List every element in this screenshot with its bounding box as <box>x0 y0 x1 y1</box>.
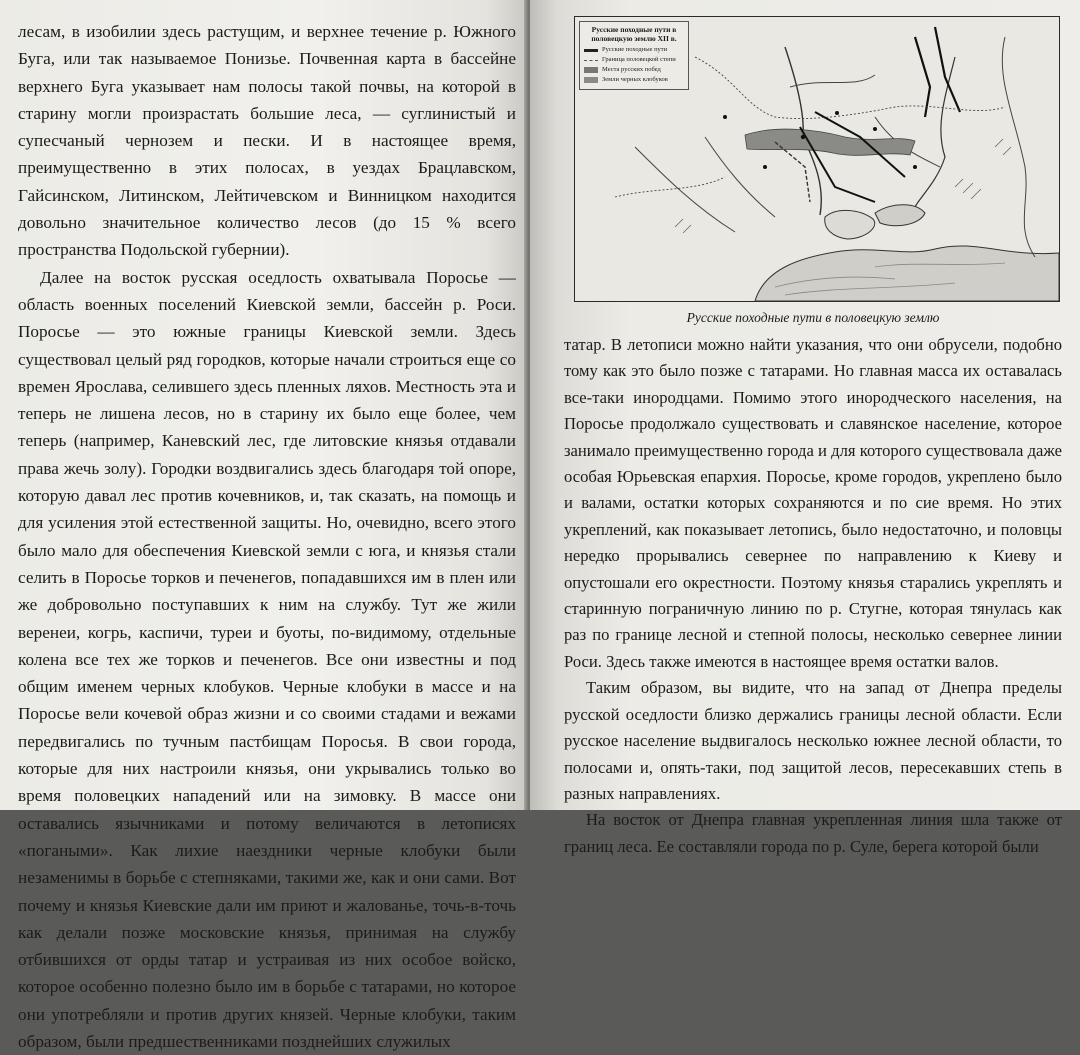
azov-sea <box>875 205 925 226</box>
left-page-text <box>18 18 516 1055</box>
border-line <box>695 57 1005 119</box>
right-paragraph-2: Таким образом, вы видите, что на запад от Днепра пределы русской оседлости близко держались границы лесной области. Если русское население выдвигалось несколько южнее лесной области, то полосами и, опять-таки, под защитой лесов, пересекавших степь в разных направлениях. <box>564 678 1062 803</box>
legend-label: Земли черных клобуков <box>602 76 668 83</box>
river-volga <box>1002 37 1035 257</box>
crimea <box>825 210 875 239</box>
legend-swatch-border <box>584 60 598 61</box>
border-line-2 <box>615 177 725 197</box>
river-desna <box>790 75 875 87</box>
legend-swatch-lands <box>584 77 598 83</box>
left-paragraph-2: Далее на восток русская оседлость охватывала Поросье — область военных поселений Киевской земли, бассейн р. Роси. Поросье — это южные границы Киевской земли. Здесь существовал целый ряд городков, которые начали строиться еще со времен Ярослава, селившего здесь пленных ляхов. Местность эта и теперь не лишена лесов, но в старину их было еще более, чем теперь (например, Каневский лес, где литовские князья отдавали права жечь золу). Городки воздвигались здесь благодаря той опоре, которую давал лес против кочевников, и, так сказать, на помощь и для усиления этой естественной защиты. Но, очевидно, всего этого было мало для обеспечения Киевской земли с юга, и князья стали селить в Поросье торков и печенегов, попадавшихся им в плен или же добровольно поступавших к ним на службу. Тут же жили веренеи, когрь, каспичи, туреи и буоты, по-видимому, отдельные колена все тех же торков и печенегов. Все они известны и под общим именем черных клобуков. Черные клобуки в массе и на Поросье вели кочевой образ жизни и со своими стадами и вежами передвигались по тучным пастбищам Поросья. В свои города, которые для них настроили князья, они укрывались только во время половецких нападений или на зимовку. В массе они оставались язычниками и потому величаются в летописях «погаными». Как лихие наездники черные клобуки были незаменимы в борьбе с степняками, такими же, как и они сами. Вот почему и князья Киевские дали им приют и жалованье, точь-в-точь как делали позже московские князья, принимая на службу отбившихся от орды татар и устраивая из них особое войско, которое особенно полезно было им в борьбе с татарами, но которое они употребляли и против других князей. Черные клобуки, таким образом, были предшественниками позднейших служилых <box>18 267 516 1051</box>
route-3 <box>915 37 930 117</box>
legend-label: Места русских побед <box>602 66 661 73</box>
legend-item <box>584 76 684 84</box>
right-paragraph-1: татар. В летописи можно найти указания, что они обрусели, подобно тому как это было позже с татарами. Но главная масса их оставалась все-таки инородцами. Помимо этого инородческого населения, на Поросье продолжало существовать и славянское население, которое занимало преимущественно города и для которого существовала даже особая Юрьевская епархия. Поросье, кроме городов, укреплено было и валами, остатки которых сохраняются и по сие время. Но этих укреплений, как показывает летопись, было недостаточно, и половцы нередко прорывались севернее по направлению к Киеву и опустошали его окрестности. Поэтому князья старались укреплять и старинную пограничную линию по р. Стугне, которая тянулась как раз по границе лесной и степной полосы, несколько севернее линии Роси. Здесь также имеются в настоящее время остатки валов. <box>564 335 1062 671</box>
legend-item <box>584 46 684 54</box>
right-paragraph-3: На восток от Днепра главная укрепленная линия шла также от границ леса. Ее составляли города по р. Суле, берега которой были <box>564 810 1062 856</box>
map-title: Русские походные пути в половецкую землю XII в. <box>591 25 677 43</box>
river-don <box>915 57 955 207</box>
legend-label: Граница половецкой степи <box>602 56 676 63</box>
map-legend <box>579 21 689 90</box>
legend-item <box>584 66 684 74</box>
route-5 <box>775 142 810 202</box>
city-marker <box>801 135 805 139</box>
map-figure <box>574 16 1060 302</box>
city-marker <box>723 115 727 119</box>
city-marker <box>763 165 767 169</box>
map-caption: Русские походные пути в половецкую землю <box>686 310 940 325</box>
route-4 <box>935 27 960 112</box>
city-marker <box>873 127 877 131</box>
left-paragraph-1: лесам, в изобилии здесь растущим, и верхнее течение р. Южного Буга, или так называемое Понизье. Почвенная карта в бассейне верхнего Буга указывает нам полосы такой почвы, на которой в старину могли произрастать большие леса, — суглинистый и супесчаный чернозем и пески. И в настоящее время, преимущественно в этих полосах, в уездах Брацлавском, Гайсинском, Литинском, Лейтичевском и Винницком находится довольно значительное количество лесов (до 15 % всего пространства Подольской губернии). <box>18 22 516 260</box>
legend-label: Русские походные пути <box>602 46 668 53</box>
river-dniester <box>635 147 735 232</box>
territory-band <box>745 129 915 155</box>
legend-item <box>584 56 684 64</box>
right-page <box>530 0 1080 856</box>
right-page-text <box>564 332 1062 860</box>
city-marker <box>913 165 917 169</box>
legend-swatch-routes <box>584 49 598 52</box>
legend-swatch-victories <box>584 67 598 73</box>
left-page <box>0 0 528 1051</box>
city-marker <box>835 111 839 115</box>
